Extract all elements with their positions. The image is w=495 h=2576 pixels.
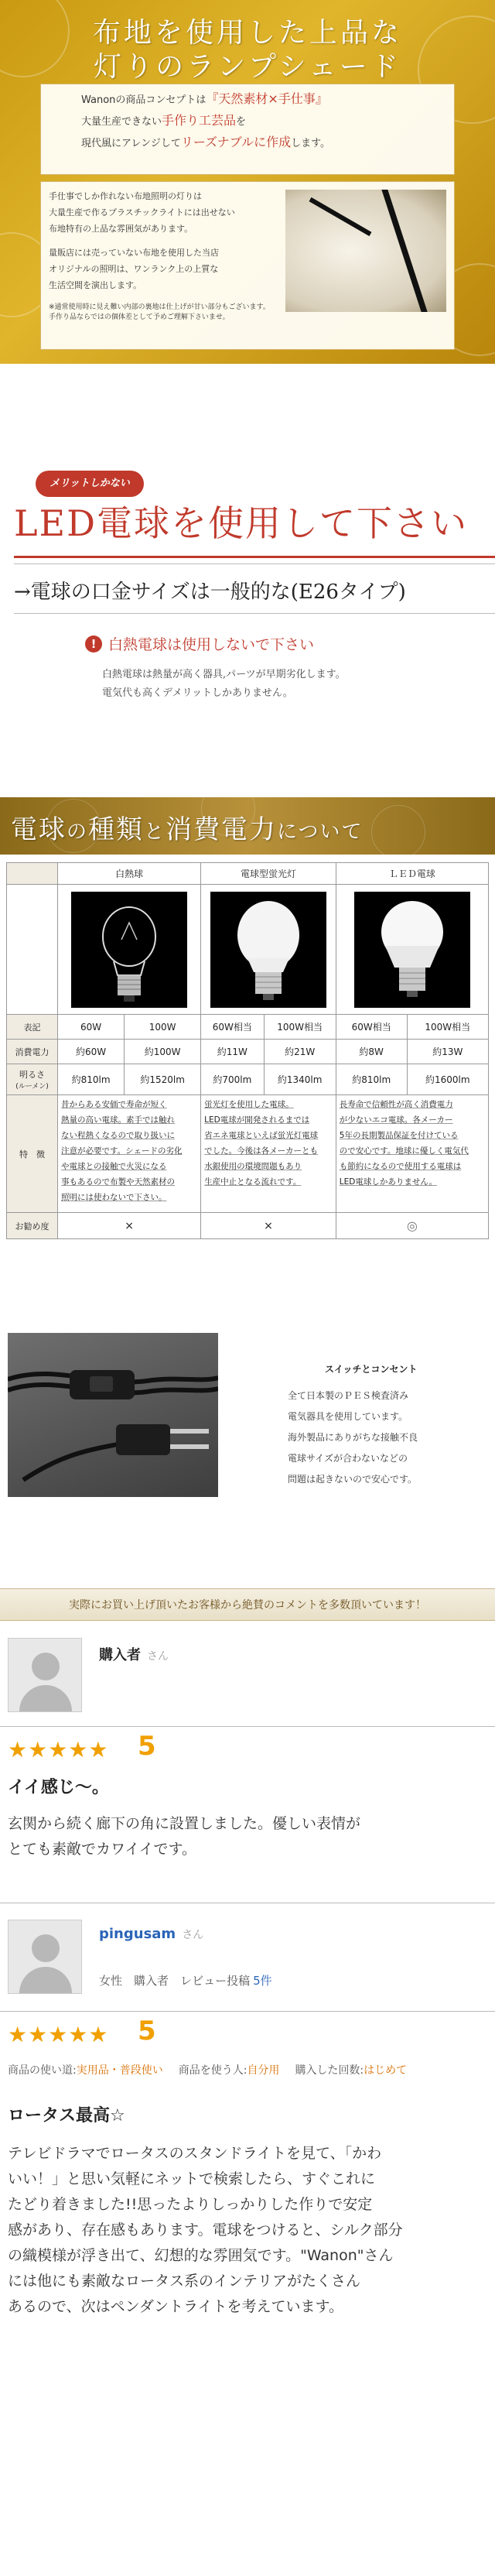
- rating-cell: 60W相当: [336, 1015, 407, 1040]
- detail-text: 量販店には売っていない布地を使用した当店: [49, 248, 219, 258]
- power-cell: 約8W: [336, 1040, 407, 1064]
- detail-text: 生活空間を演出します。: [49, 280, 142, 290]
- recommend-led: ◎: [336, 1213, 488, 1239]
- power-cell: 約13W: [407, 1040, 488, 1064]
- feature-fluorescent: 蛍光灯を使用した電球。 LED電球が開発されるまでは 省エネ電球といえば蛍光灯電球 でした。今後は各メーカーとも 水銀使用の環境問題もあり 生産中止となる流れです。: [201, 1095, 336, 1213]
- divider: [14, 556, 495, 558]
- incandescent-bulb-photo: [71, 892, 187, 1008]
- concept-line3: 現代風にアレンジしてリーズナブルに作成します。: [81, 135, 331, 149]
- warning-sub: 電気代も高くデメリットしかありません。: [102, 687, 293, 699]
- hero-banner: [0, 0, 495, 364]
- warning-sub: 白熱電球は熱量が高く器具,パーツが早期劣化します。: [102, 669, 346, 680]
- star-rating: ★★★★★: [8, 2022, 109, 2047]
- row-label-rating: 表記: [7, 1015, 58, 1040]
- rating-score: 5: [138, 2016, 156, 2047]
- rating-cell: 100W: [125, 1015, 201, 1040]
- detail-text: 大量生産で作るプラスチックライトには出せない: [49, 207, 235, 218]
- lamp-photo: [285, 190, 446, 312]
- lumen-cell: 約1520lm: [125, 1064, 201, 1095]
- concept-line1: Wanonの商品コンセプトは『天然素材×手仕事』: [81, 91, 328, 106]
- bulb-comparison-table: [6, 862, 489, 1239]
- exclamation-icon: !: [85, 635, 102, 653]
- lumen-cell: 約810lm: [58, 1064, 125, 1095]
- recommend-fluorescent: ×: [201, 1213, 336, 1239]
- customer-comments-banner: 実際にお買い上げ頂いたお客様から絶賛のコメントを多数頂いています！: [0, 1588, 495, 1621]
- rating-cell: 100W相当: [407, 1015, 488, 1040]
- review-meta: 商品の使い道:実用品・普段使い 商品を使う人:自分用 購入した回数:はじめて: [8, 2064, 408, 2077]
- review-count-link[interactable]: 5件: [253, 1974, 272, 1988]
- review-body: 玄関から続く廊下の角に設置しました。優しい表情が とても素敵でカワイイです。: [8, 1815, 361, 1858]
- lumen-cell: 約1600lm: [407, 1064, 488, 1095]
- detail-note: 手作り品ならではの個体差として予めご理解下さいませ。: [49, 313, 230, 321]
- review-body: テレビドラマでロータスのスタンドライトを見て、「かわ いい！」と思い気軽にネットで検索したら、すぐこれに たどり着きました!!思ったよりしっかりした作りで安定 感があり、存在感もあります。電球をつけると、シルク部分 の織模様が浮き出て、幻想的な雰囲気です。"Wanon"さん には他にも素敵なロータス系のインテリアがたくさん あるので、次はペンダントライトを考えています。: [8, 2145, 403, 2315]
- hero-title-line1: 布地を使用した上品な: [92, 17, 402, 49]
- row-label-power: 消費電力: [7, 1040, 58, 1064]
- rating-cell: 100W相当: [264, 1015, 336, 1040]
- divider: [0, 2011, 495, 2012]
- avatar: [8, 1638, 82, 1712]
- row-label-feature: 特 徴: [7, 1095, 58, 1213]
- power-cell: 約100W: [125, 1040, 201, 1064]
- switch-title: スイッチとコンセント: [325, 1364, 418, 1375]
- reviewer-name: pingusam さん: [99, 1926, 204, 1942]
- merit-badge: メリットしかない: [36, 471, 144, 497]
- reviewer-name: 購入者 さん: [99, 1647, 169, 1663]
- detail-note: ※通常使用時に見え難い内部の裏地は仕上げが甘い部分もございます。: [49, 303, 270, 311]
- header-led: ＬＥＤ電球: [336, 863, 488, 885]
- lumen-cell: 約810lm: [336, 1064, 407, 1095]
- reviewer-profile: 女性 購入者 レビュー投稿 5件: [99, 1974, 272, 1988]
- concept-line2: 大量生産できない手作り工芸品を: [81, 113, 247, 128]
- header-incandescent: 白熱球: [58, 863, 201, 885]
- section-title: 電球の種類と消費電力について: [11, 814, 364, 845]
- avatar: [8, 1920, 82, 1994]
- rating-cell: 60W相当: [201, 1015, 264, 1040]
- section-header-bulbs: [0, 797, 495, 855]
- power-cell: 約60W: [58, 1040, 125, 1064]
- switch-description: 全て日本製のＰＥＳ検査済み 電気器具を使用しています。 海外製品にありがちな接触不良 電球サイズが合わないなどの 問題は起きないので安心です。: [288, 1390, 418, 1485]
- row-label-lumen: 明るさ (ルーメン): [7, 1064, 58, 1095]
- feature-incandescent: 昔からある安価で寿命が短く 熱量の高い電球。素手では触れ ない程熱くなるので取り扱いに 注意が必要です。シェードの劣化 や電球との接触で火災になる 事もあるので布製や天然素材の 照明には使わないで下さい。: [58, 1095, 201, 1213]
- led-title: LED電球を使用して下さい: [14, 502, 469, 544]
- hero-title-line2: 灯りのランプシェード: [94, 51, 401, 83]
- power-cell: 約11W: [201, 1040, 264, 1064]
- warning-text: ! 白熱電球は使用しないで下さい: [85, 633, 314, 654]
- lumen-cell: 約700lm: [201, 1064, 264, 1095]
- rating-cell: 60W: [58, 1015, 125, 1040]
- detail-text: オリジナルの照明は、ワンランク上の上質な: [49, 264, 219, 274]
- star-rating: ★★★★★: [8, 1737, 109, 1762]
- review-title: ロータス最高☆: [8, 2106, 125, 2126]
- header-fluorescent: 電球型蛍光灯: [201, 863, 336, 885]
- detail-box: [40, 181, 455, 350]
- socket-size-text: →電球の口金サイズは一般的な(E26タイプ): [14, 581, 406, 604]
- led-bulb-photo: [354, 892, 470, 1008]
- fluorescent-bulb-photo: [210, 892, 326, 1008]
- divider: [14, 613, 495, 614]
- feature-led: 長寿命で信頼性が高く消費電力 が少ないエコ電球。各メーカー 5年の長期製品保証を付けている ので安心です。地球に優しく電気代 も節約になるので使用する電球は LED電球しかありません。: [336, 1095, 488, 1213]
- recommend-incandescent: ×: [58, 1213, 201, 1239]
- lumen-cell: 約1340lm: [264, 1064, 336, 1095]
- power-cell: 約21W: [264, 1040, 336, 1064]
- rating-score: 5: [138, 1731, 156, 1762]
- detail-text: 手仕事でしか作れない布地照明の灯りは: [49, 191, 202, 201]
- row-label-recommend: お勧め度: [7, 1213, 58, 1239]
- switch-plug-photo: [8, 1333, 218, 1497]
- concept-box: [40, 84, 455, 175]
- review-title: イイ感じ～。: [8, 1778, 109, 1797]
- detail-text: 布地特有の上品な雰囲気があります。: [49, 224, 193, 234]
- divider: [0, 1726, 495, 1727]
